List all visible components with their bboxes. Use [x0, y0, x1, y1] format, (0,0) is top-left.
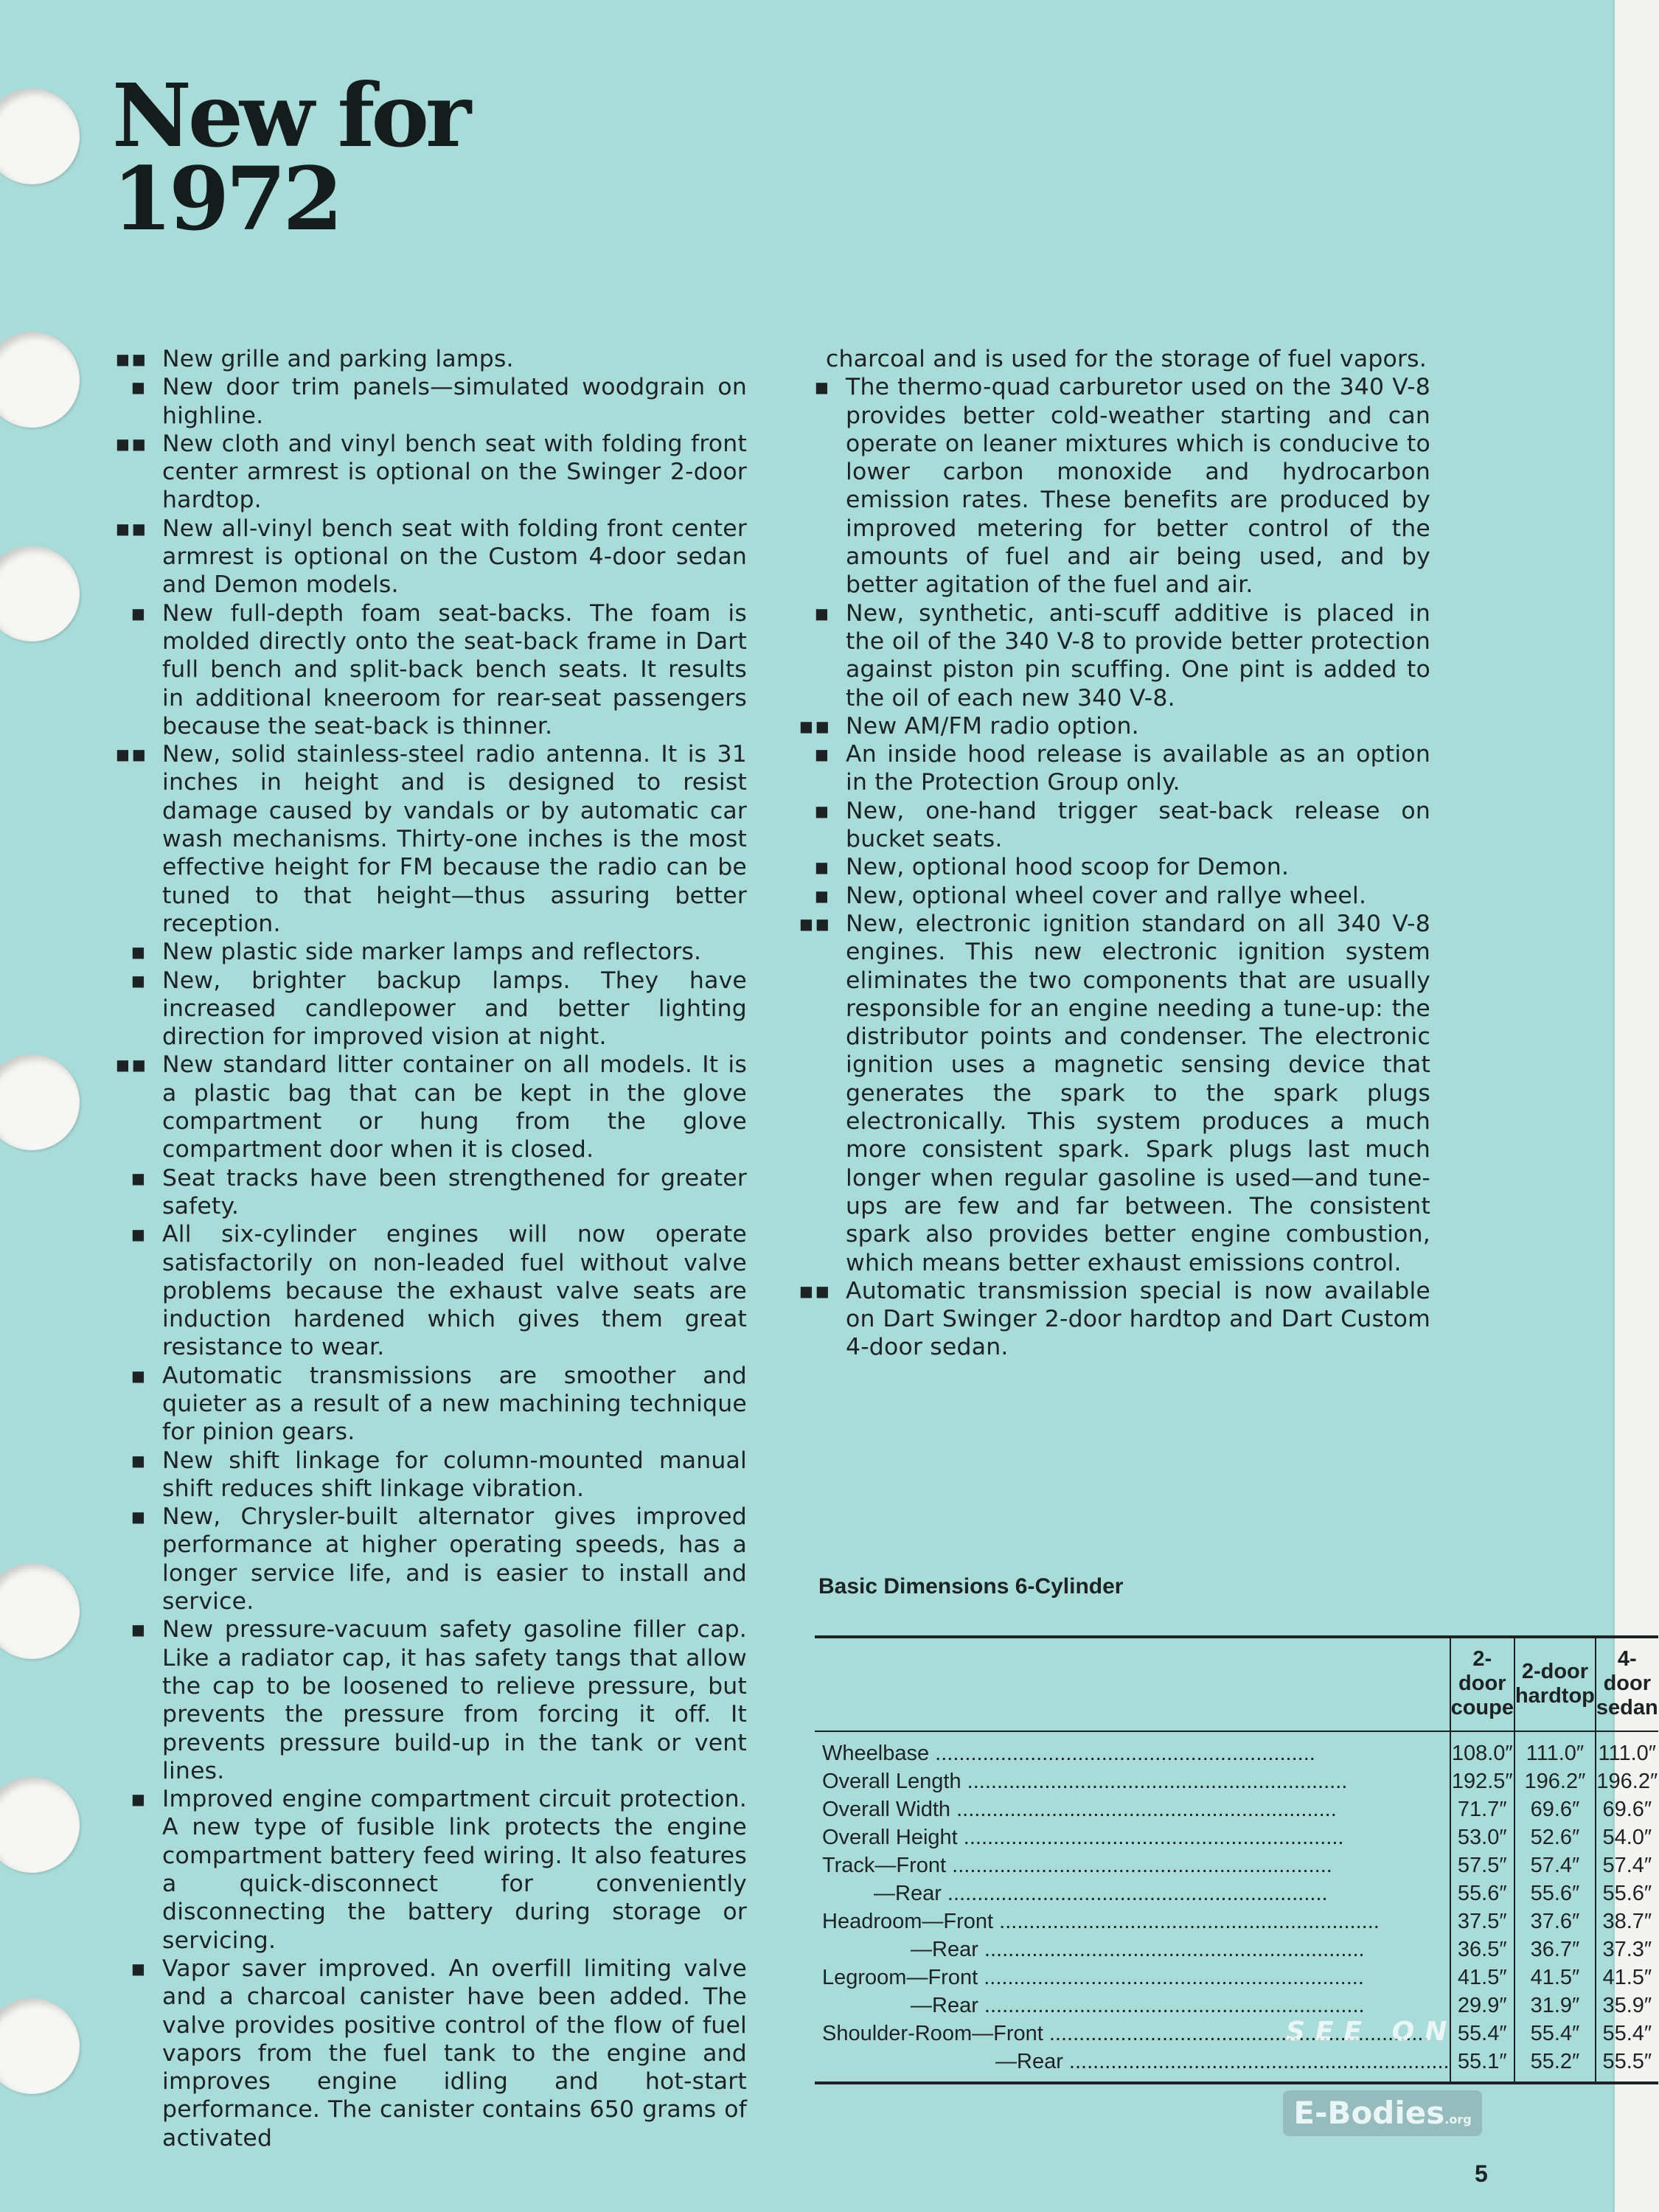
row-label-cell: [815, 1795, 1450, 1823]
bullet-text: charcoal and is used for the storage of fuel vapors.: [826, 346, 1427, 372]
dimension-value: 55.4″: [1530, 2022, 1580, 2045]
bullet-marker: ■: [131, 1959, 147, 1978]
bullet-item: [116, 1362, 747, 1447]
bullet-marker: ■: [131, 1508, 147, 1526]
dimension-value: 55.5″: [1602, 2050, 1652, 2073]
bullet-text: New cloth and vinyl bench seat with folding front center armrest is optional on the Swinger 2-door hardtop.: [162, 430, 747, 514]
bullet-item: [116, 1164, 747, 1221]
dimension-value: 55.4″: [1602, 2022, 1652, 2045]
bullet-text: Seat tracks have been strengthened for greater safety.: [162, 1164, 747, 1220]
value-cell: [1450, 1767, 1514, 1795]
column-header: 2-door hardtop: [1514, 1637, 1596, 1731]
dimension-value: 55.6″: [1602, 1882, 1652, 1905]
bullet-item: [116, 1220, 747, 1361]
table-row: [815, 2020, 1658, 2083]
table-corner-cell: [815, 1637, 1450, 1731]
bullet-text: New standard litter container on all models. It is a plastic bag that can be kept in the glove compartment or hung from the glove compartment door when it is closed.: [162, 1051, 747, 1164]
dimension-value: 196.2″: [1596, 1770, 1658, 1793]
bullet-text: The thermo-quad carburetor used on the 340 V-8 provides better cold-weather starting and can operate on leaner mixtures which is conducive to lower carbon monoxide and hydrocarbon emission rates. These benefits are produced by improved metering for better control of the amounts of fuel and air being used, and by better agitation of the fuel and air.: [846, 374, 1430, 599]
dimension-value: 55.4″: [1457, 2022, 1507, 2045]
bullet-marker: ■: [131, 971, 147, 990]
bullet-item: [116, 1955, 747, 2152]
bullet-text: New, Chrysler-built alternator gives improved performance at higher operating speeds, has a longer service life, and is easier to install and service.: [162, 1503, 747, 1615]
bullet-marker: ■■: [116, 519, 148, 538]
bullet-marker: ■: [131, 1169, 147, 1187]
bullet-item: [116, 1447, 747, 1503]
bullet-marker: ■■: [116, 1056, 148, 1074]
page-title: [112, 64, 468, 251]
bullet-item: [116, 373, 747, 430]
row-label-cell: [815, 1964, 1450, 2020]
bullet-marker: ■■: [799, 914, 832, 933]
bullet-text: Automatic transmission special is now available on Dart Swinger 2-door hardtop and Dart Custom 4-door sedan.: [846, 1277, 1430, 1361]
row-label-cell: [815, 1731, 1450, 1767]
value-cell: [1596, 1795, 1658, 1823]
value-cell: [1596, 1851, 1658, 1907]
bullet-item: [800, 345, 1430, 373]
binder-hole: [0, 546, 80, 641]
bullet-text: New pressure-vacuum safety gasoline filler cap. Like a radiator cap, it has safety tangs that allow the cap to be loosened to relieve pressure, but prevents the pressure from forcing it off. It prevents pressure build-up in the tank or vent lines.: [162, 1616, 747, 1784]
bullet-text: New, optional wheel cover and rallye wheel.: [846, 882, 1367, 909]
bullet-marker: ■■: [799, 1281, 832, 1300]
bullet-marker: ■: [131, 604, 147, 622]
row-label: Overall Width .....: [815, 1795, 1450, 1823]
table-row: [815, 1851, 1658, 1907]
value-cell: [1450, 1907, 1514, 1964]
value-cell: [1596, 1964, 1658, 2020]
bullet-text: New AM/FM radio option.: [846, 712, 1139, 740]
dimension-value: 55.2″: [1530, 2050, 1580, 2073]
left-column: [116, 345, 747, 2152]
bullet-marker: ■■: [116, 745, 148, 764]
value-cell: [1514, 1964, 1596, 2020]
dimension-value: 111.0″: [1598, 1742, 1657, 1765]
dimension-value: 69.6″: [1602, 1798, 1652, 1821]
bullet-marker: ■: [815, 378, 831, 397]
watermark-logo: [1283, 2017, 1486, 2142]
table-row: [815, 1964, 1658, 2020]
value-cell: [1450, 1731, 1514, 1767]
bullet-marker: ■■: [116, 434, 148, 453]
bullet-text: New, one-hand trigger seat-back release on bucket seats.: [846, 797, 1430, 853]
bullet-item: [116, 515, 747, 599]
bullet-marker: ■: [131, 1225, 147, 1244]
bullet-marker: ■: [131, 1790, 147, 1809]
table-row: [815, 1795, 1658, 1823]
bullet-item: [116, 1051, 747, 1164]
value-cell: [1596, 2020, 1658, 2083]
value-cell: [1450, 1795, 1514, 1823]
watermark-suffix: .org: [1444, 2112, 1472, 2126]
bullet-marker: ■: [815, 886, 831, 905]
value-cell: [1450, 1823, 1514, 1851]
bullet-text: New door trim panels—simulated woodgrain on highline.: [162, 374, 747, 429]
bullet-item: [116, 740, 747, 938]
bullet-text: New, optional hood scoop for Demon.: [846, 854, 1290, 881]
row-label: Track—Front .....: [815, 1851, 1450, 1879]
bullet-item: [800, 1277, 1430, 1362]
table-body: [815, 1731, 1658, 2083]
dimension-value: 71.7″: [1457, 1798, 1507, 1821]
dimension-value: 36.7″: [1530, 1938, 1580, 1961]
value-cell: [1514, 1767, 1596, 1795]
bullet-item: [116, 599, 747, 740]
page-number: 5: [1475, 2160, 1488, 2187]
bullet-text: Automatic transmissions are smoother and quieter as a result of a new machining technique for pinion gears.: [162, 1362, 747, 1446]
bullet-text: New all-vinyl bench seat with folding front center armrest is optional on the Custom 4-door sedan and Demon models.: [162, 515, 747, 599]
right-column: [800, 345, 1430, 1362]
binder-hole: [0, 88, 80, 184]
bullet-text: New, brighter backup lamps. They have increased candlepower and better lighting direction for improved vision at night.: [162, 967, 747, 1051]
dimension-value: 196.2″: [1524, 1770, 1586, 1793]
bullet-text: New, solid stainless-steel radio antenna. It is 31 inches in height and is designed to resist damage caused by vandals or by automatic car wash mechanisms. Thirty-one inches is the most effective height for FM because the radio can be tuned to that height—thus assuring better reception.: [162, 741, 747, 937]
dimension-value: 57.4″: [1602, 1854, 1652, 1877]
title-line-1: New for: [112, 64, 468, 167]
value-cell: [1514, 1851, 1596, 1907]
column-header: 2-door coupe: [1450, 1637, 1514, 1731]
binder-hole: [0, 1563, 80, 1659]
bullet-item: [116, 1785, 747, 1955]
table-row: [815, 1731, 1658, 1767]
bullet-item: [116, 967, 747, 1051]
binder-hole: [0, 1777, 80, 1873]
table-heading: Basic Dimensions 6-Cylinder: [818, 1574, 1124, 1599]
bullet-marker: ■: [131, 1366, 147, 1385]
value-cell: [1514, 2020, 1596, 2083]
row-label-cell: [815, 1767, 1450, 1795]
bullet-marker: ■: [131, 378, 147, 397]
bullet-text: New, synthetic, anti-scuff additive is placed in the oil of the 340 V-8 to provide better protection against piston pin scuffing. One pint is added to the oil of each new 340 V-8.: [846, 599, 1430, 712]
table-row: [815, 1907, 1658, 1964]
bullet-text: New full-depth foam seat-backs. The foam is molded directly onto the seat-back frame in Dart full bench and split-back bench seats. It results in additional kneeroom for rear-seat passengers because the seat-back is thinner.: [162, 599, 747, 740]
value-cell: [1596, 1731, 1658, 1767]
dimension-value: 111.0″: [1526, 1742, 1585, 1765]
dimension-value: 69.6″: [1530, 1798, 1580, 1821]
row-label: —Rear .....: [815, 2048, 1450, 2076]
dimension-value: 38.7″: [1602, 1910, 1652, 1933]
value-cell: [1596, 1767, 1658, 1795]
dimension-value: 37.5″: [1457, 1910, 1507, 1933]
bullet-text: An inside hood release is available as an option in the Protection Group only.: [846, 741, 1430, 796]
bullet-marker: ■■: [116, 350, 148, 368]
dimension-value: 35.9″: [1602, 1994, 1652, 2017]
bullet-item: [800, 910, 1430, 1277]
bullet-item: [800, 599, 1430, 712]
bullet-item: [116, 1503, 747, 1615]
table-header-row: [815, 1637, 1658, 1731]
dimension-value: 55.1″: [1457, 2050, 1507, 2073]
dimension-value: 37.6″: [1530, 1910, 1580, 1933]
value-cell: [1450, 1964, 1514, 2020]
bullet-item: [800, 712, 1430, 740]
bullet-item: [800, 882, 1430, 910]
watermark-site: E-Bodies: [1293, 2095, 1445, 2131]
bullet-marker: ■: [815, 801, 831, 820]
bullet-marker: ■: [815, 604, 831, 622]
value-cell: [1514, 1823, 1596, 1851]
row-label-cell: [815, 1851, 1450, 1907]
bullet-item: [116, 345, 747, 373]
bullet-item: [800, 373, 1430, 599]
bullet-text: Vapor saver improved. An overfill limiting valve and a charcoal canister have been added. The valve provides positive control of the flow of fuel vapors from the fuel tank to the engine and improves engine idling and hot-start performance. The canister contains 650 grams of activated: [162, 1955, 747, 2152]
dimension-value: 108.0″: [1451, 1742, 1513, 1765]
dimension-value: 41.5″: [1530, 1966, 1580, 1989]
value-cell: [1450, 1851, 1514, 1907]
bullet-text: New grille and parking lamps.: [162, 346, 514, 372]
dimension-value: 57.5″: [1457, 1854, 1507, 1877]
row-label: Shoulder-Room—Front .....: [815, 2020, 1450, 2048]
bullet-item: [116, 938, 747, 966]
bullet-item: [116, 1615, 747, 1785]
bullet-marker: ■: [131, 1621, 147, 1639]
dimension-value: 55.6″: [1457, 1882, 1507, 1905]
dimension-value: 55.6″: [1530, 1882, 1580, 1905]
bullet-text: New plastic side marker lamps and reflectors.: [162, 939, 702, 966]
row-label: —Rear .....: [815, 1935, 1450, 1964]
dimension-value: 36.5″: [1457, 1938, 1507, 1961]
bullet-item: [800, 797, 1430, 854]
dimension-value: 37.3″: [1602, 1938, 1652, 1961]
bullet-marker: ■: [815, 745, 831, 764]
watermark-see-on: SEE ON: [1286, 2017, 1458, 2047]
bullet-item: [800, 853, 1430, 881]
dimension-value: 53.0″: [1457, 1826, 1507, 1849]
dimension-value: 192.5″: [1451, 1770, 1513, 1793]
value-cell: [1514, 1907, 1596, 1964]
row-label-cell: [815, 1907, 1450, 1964]
row-label: Wheelbase .....: [815, 1739, 1450, 1767]
dimension-value: 31.9″: [1530, 1994, 1580, 2017]
value-cell: [1596, 1823, 1658, 1851]
value-cell: [1596, 1907, 1658, 1964]
dimension-value: 57.4″: [1530, 1854, 1580, 1877]
bullet-marker: ■■: [799, 717, 832, 735]
row-label-cell: [815, 1823, 1450, 1851]
dimension-value: 41.5″: [1457, 1966, 1507, 1989]
row-label: Headroom—Front .....: [815, 1907, 1450, 1935]
row-label: —Rear .....: [815, 1992, 1450, 2020]
bullet-text: New shift linkage for column-mounted manual shift reduces shift linkage vibration.: [162, 1447, 747, 1502]
value-cell: [1514, 1731, 1596, 1767]
row-label: Overall Length .....: [815, 1767, 1450, 1795]
watermark-badge: [1283, 2090, 1482, 2136]
value-cell: [1514, 1795, 1596, 1823]
dimension-value: 54.0″: [1602, 1826, 1652, 1849]
bullet-item: [116, 430, 747, 515]
table-row: [815, 1823, 1658, 1851]
row-label: —Rear .....: [815, 1879, 1450, 1907]
bullet-text: Improved engine compartment circuit protection. A new type of fusible link protects the engine compartment battery feed wiring. It also features a quick-disconnect for conveniently disconnecting the battery during storage or servicing.: [162, 1786, 747, 1954]
dimensions-table: [815, 1635, 1658, 2084]
bullet-item: [800, 740, 1430, 797]
title-line-2: 1972: [112, 147, 340, 251]
column-header: 4-door sedan: [1596, 1637, 1658, 1731]
dimension-value: 29.9″: [1457, 1994, 1507, 2017]
dimension-value: 41.5″: [1602, 1966, 1652, 1989]
bullet-marker: ■: [815, 858, 831, 877]
binder-hole: [0, 332, 80, 428]
bullet-marker: ■: [131, 1451, 147, 1470]
bullet-text: New, electronic ignition standard on all 340 V-8 engines. This new electronic ignition system eliminates the two components that are usually responsible for an engine needing a tune-up: the distributor points and condenser. The electronic ignition uses a magnetic sensing device that generates the spark to the spark plugs electronically. This system produces a much more consistent spark. Spark plugs last much longer when regular gasoline is used—and tune-ups are few and far between. The consistent spark also provides better engine combustion, which means better exhaust emissions control.: [846, 910, 1430, 1276]
binder-hole: [0, 1998, 80, 2094]
bullet-marker: ■: [131, 943, 147, 961]
row-label: Overall Height .....: [815, 1823, 1450, 1851]
table-row: [815, 1767, 1658, 1795]
row-label: Legroom—Front .....: [815, 1964, 1450, 1992]
dimension-value: 52.6″: [1530, 1826, 1580, 1849]
bullet-text: All six-cylinder engines will now operate satisfactorily on non-leaded fuel without valve problems because the exhaust valve seats are induction hardened which gives them great resistance to wear.: [162, 1221, 747, 1361]
binder-hole: [0, 1054, 80, 1150]
